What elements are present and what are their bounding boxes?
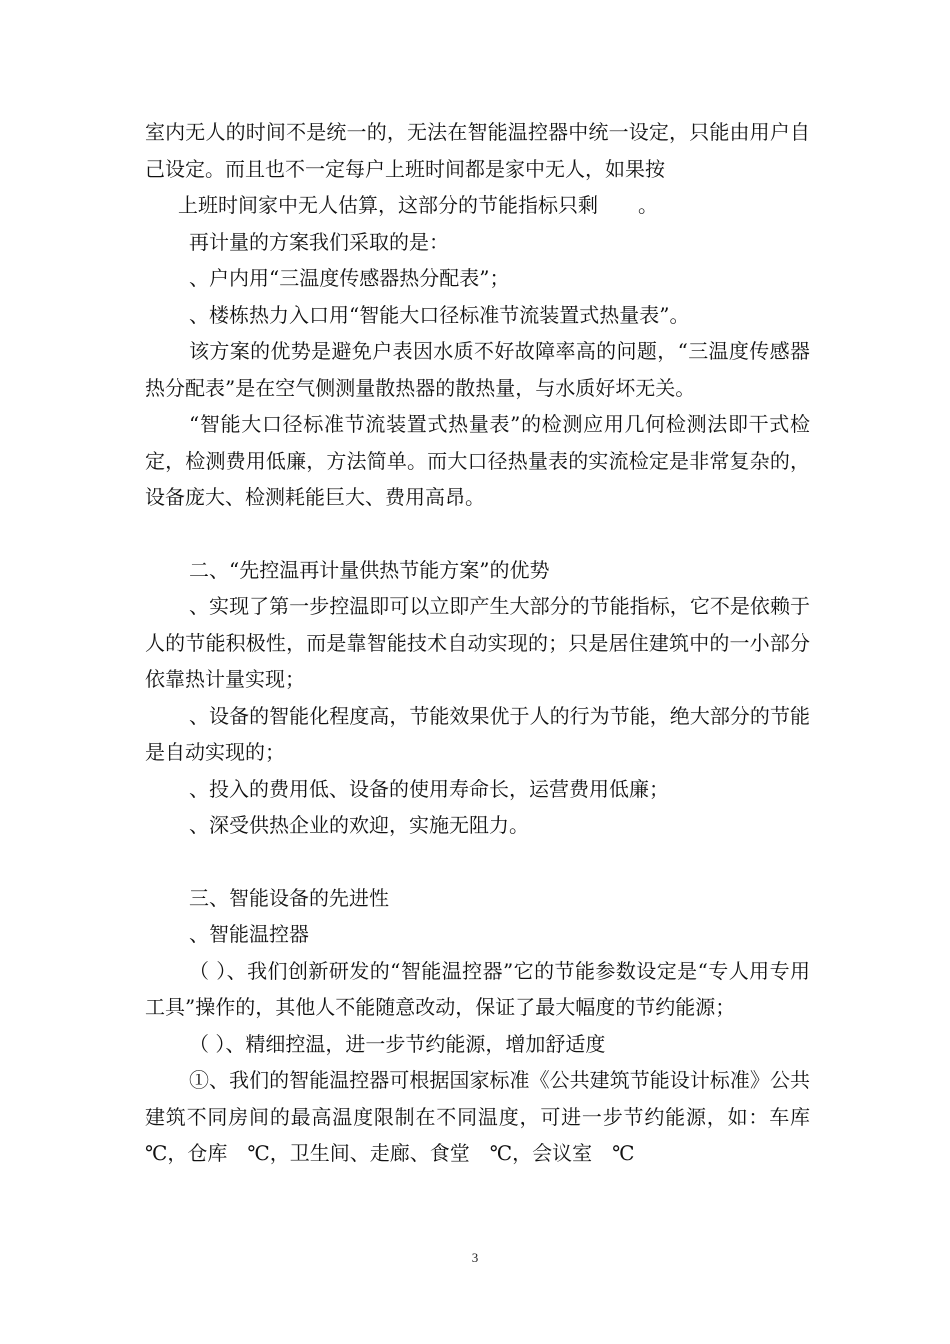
body-text [145,114,830,1172]
paragraph: 室内无人的时间不是统一的，无法在智能温控器中统一设定，只能由用户自己设定。而且也不一定每户上班时间都是家中无人，如果按 [145,120,810,181]
list-item: ①、我们的智能温控器可根据国家标准《公共建筑节能设计标准》公共建筑不同房间的最高温度限制在不同温度，可进一步节约能源，如：车库 ℃，仓库 ℃，卫生间、走廊、食堂 ℃，会议室 ℃ [145,1068,830,1165]
list-item: 、深受供热企业的欢迎，实施无阻力。 [189,813,529,837]
list-item: 、户内用“三温度传感器热分配表”； [189,266,510,290]
subsection-heading: 、智能温控器 [189,922,309,946]
paragraph-gap [145,516,810,552]
list-item: 、实现了第一步控温即可以立即产生大部分的节能指标，它不是依赖于人的节能积极性，而是靠智能技术自动实现的；只是居住建筑中的一小部分依靠热计量实现； [145,594,810,691]
list-item: 、设备的智能化程度高，节能效果优于人的行为节能，绝大部分的节能是自动实现的； [145,703,810,764]
page-number: 3 [471,1250,479,1265]
section-heading: 二、“先控温再计量供热节能方案”的优势 [189,557,550,582]
paragraph: 再计量的方案我们采取的是： [189,229,449,254]
list-item: 、楼栋热力入口用“智能大口径标准节流装置式热量表”。 [189,302,690,327]
list-item: （ ）、我们创新研发的“智能温控器”它的节能参数设定是“专人用专用工具”操作的，其他人不能随意改动，保证了最大幅度的节约能源； [145,958,810,1019]
paragraph-gap [145,844,810,880]
section-heading: 三、智能设备的先进性 [189,885,389,910]
paragraph: 上班时间家中无人估算，这部分的节能指标只剩 。 [178,193,658,217]
paragraph: “智能大口径标准节流装置式热量表”的检测应用几何检测法即干式检定，检测费用低廉，方法简单。而大口径热量表的实流检定是非常复杂的，设备庞大、检测耗能巨大、费用高昂。 [145,412,810,509]
list-item: （ ）、精细控温，进一步节约能源，增加舒适度 [189,1031,606,1056]
paragraph: 该方案的优势是避免户表因水质不好故障率高的问题，“三温度传感器热分配表”是在空气侧测量散热器的散热量，与水质好坏无关。 [145,339,810,400]
list-item: 、投入的费用低、设备的使用寿命长，运营费用低廉； [189,776,669,801]
